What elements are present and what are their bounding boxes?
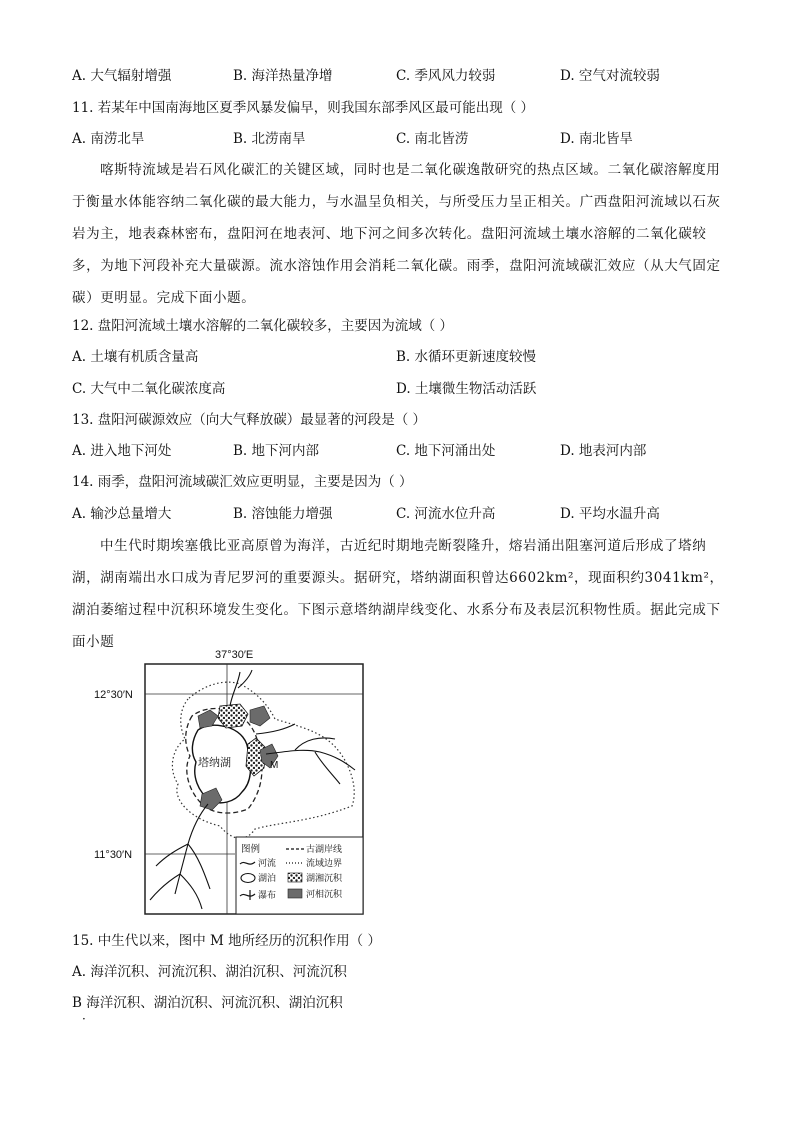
legend-lacustrine-symbol [288,873,302,882]
q10-option-b: B. 海洋热量净增 [233,68,333,84]
legend-basin-boundary: 流域边界 [306,858,343,868]
legend-waterfall: 瀑布 [258,890,277,900]
legend-lacustrine: 湖湘沉积 [306,873,343,883]
lat-top-label: 12°30′N [94,689,133,701]
passage-lake-tana: 中生代时期埃塞俄比亚高原曾为海洋，古近纪时期地壳断裂隆升，熔岩涌出阻塞河道后形成了塔纳湖，湖南端出水口成为青尼罗河的重要源头。据研究，塔纳湖面积曾达6602km²，现面积约3041km²，湖泊萎缩过程中沉积环境发生变化。下图示意塔纳湖岸线变化、水系分布及表层沉积物性质。据此完成下面小题 [72,538,724,650]
q12-option-b: B. 水循环更新速度较慢 [396,349,537,365]
legend-river: 河流 [258,858,277,868]
lake-tana-map [80,644,370,919]
q15-option-a: A. 海洋沉积、河流沉积、湖泊沉积、河流沉积 [72,964,347,980]
lake-label: 塔纳湖 [198,757,231,769]
q13-option-d: D. 地表河内部 [560,443,647,459]
q10-option-a: A. 大气辐射增强 [72,68,172,84]
q12-option-c: C. 大气中二氧化碳浓度高 [72,381,226,397]
footer-mark: · [82,1012,86,1026]
point-m-label: M [270,760,279,771]
q11-option-d: D. 南北皆旱 [560,131,633,147]
q11-option-a: A. 南涝北旱 [72,131,145,147]
q14-option-d: D. 平均水温升高 [560,506,660,522]
q14-stem: 14. 雨季，盘阳河流域碳汇效应更明显，主要是因为（ ） [72,474,413,490]
q13-option-b: B. 地下河内部 [233,443,320,459]
q11-stem: 11. 若某年中国南海地区夏季风暴发偏早，则我国东部季风区最可能出现（ ） [72,100,535,116]
q12-option-a: A. 土壤有机质含量高 [72,349,199,365]
q12-stem: 12. 盘阳河流域土壤水溶解的二氧化碳较多，主要因为流域（ ） [72,318,454,334]
q14-option-b: B. 溶蚀能力增强 [233,506,333,522]
q13-stem: 13. 盘阳河碳源效应（向大气释放碳）最显著的河段是（ ） [72,412,427,428]
passage-karst: 喀斯特流域是岩石风化碳汇的关键区域，同时也是二氧化碳逸散研究的热点区域。二氧化碳溶解度用于衡量水体能容纳二氧化碳的最大能力，与水温呈负相关，与所受压力呈正相关。广西盘阳河流域以石灰岩为主，地表森林密布，盘阳河在地表河、地下河之间多次转化。盘阳河流域土壤水溶解的二氧化碳较多，为地下河段补充大量碳源。流水溶蚀作用会消耗二氧化碳。雨季，盘阳河流域碳汇效应（从大气固定碳）更明显。完成下面小题。 [72,162,721,306]
legend-fluvial-symbol [288,889,302,898]
fluvial-deposit-ne [250,706,270,726]
q13-option-a: A. 进入地下河处 [72,443,172,459]
q10-option-c: C. 季风风力较弱 [396,68,496,84]
q13-option-c: C. 地下河涌出处 [396,443,496,459]
q14-option-c: C. 河流水位升高 [396,506,496,522]
q14-option-a: A. 输沙总量增大 [72,506,172,522]
q10-option-d: D. 空气对流较弱 [560,68,660,84]
legend-title: 图例 [241,844,261,855]
q15-option-b: B 海洋沉积、湖泊沉积、河流沉积、湖泊沉积 [72,995,343,1011]
q11-option-c: C. 南北皆涝 [396,131,469,147]
lat-bottom-label: 11°30′N [94,849,133,861]
legend-fluvial: 河相沉积 [306,889,343,899]
lon-label: 37°30′E [215,649,254,661]
lacustrine-deposit-north [218,704,248,728]
legend-lake: 湖泊 [258,873,277,883]
q11-option-b: B. 北涝南旱 [233,131,306,147]
legend-ancient-shore: 古湖岸线 [306,844,343,854]
q12-option-d: D. 土壤微生物活动活跃 [396,381,537,397]
q15-stem: 15. 中生代以来，图中 M 地所经历的沉积作用（ ） [72,933,381,949]
